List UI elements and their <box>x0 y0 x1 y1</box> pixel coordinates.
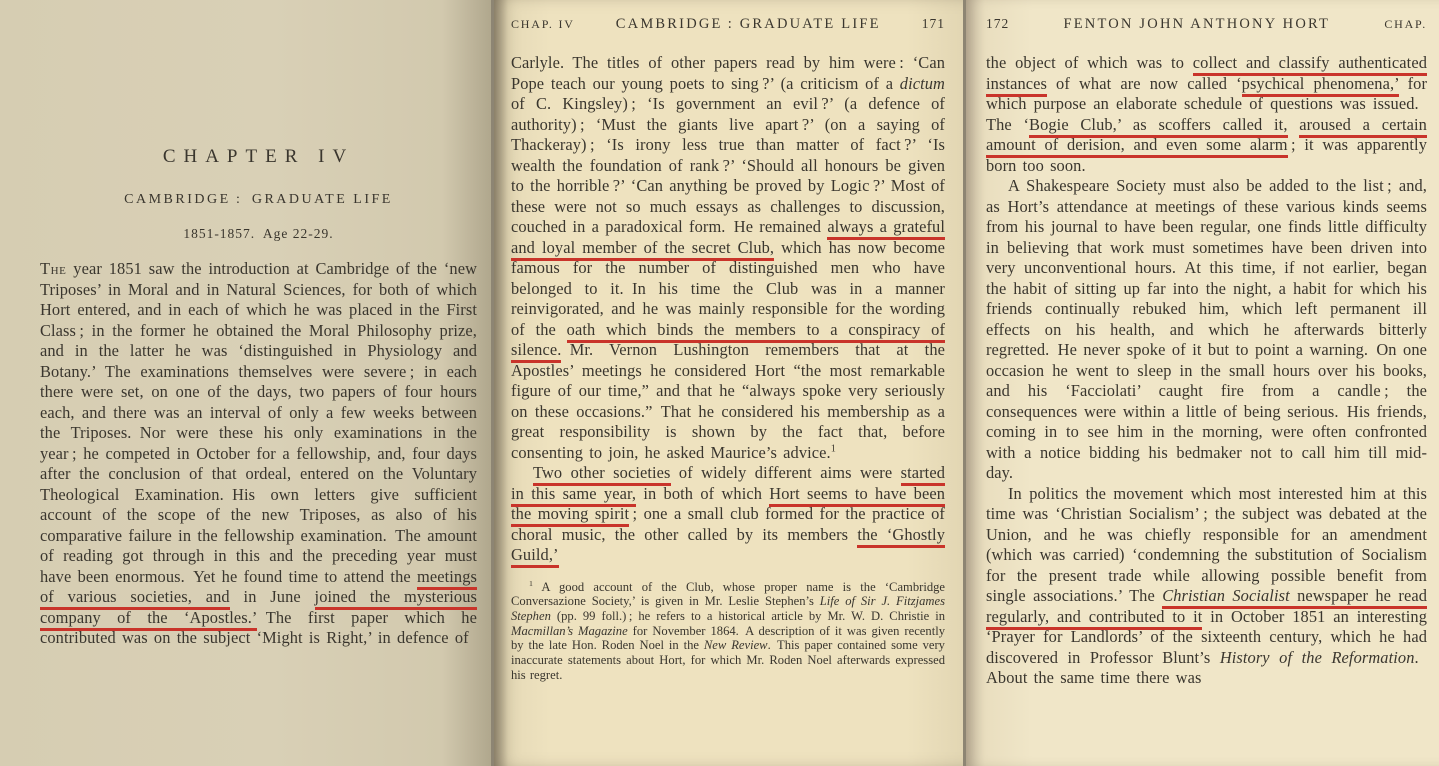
text-segment: New Review <box>703 638 768 653</box>
text-segment: for which purpose an elaborate schedule of questions was issued. The ‘ <box>986 73 1427 134</box>
text-segment: which has now become famous for the number of distinguished men who have belonged to it. In his time the Club was in a manner reinvigorated, and he was mainly responsible for the wording of the <box>511 237 945 339</box>
text-segment: of what are now called ‘ <box>1046 73 1242 93</box>
text-segment: of widely different aims were <box>670 463 901 482</box>
text-segment: A good account of the Club, whose proper name is the ‘Cambridge Conversazione Society,’ is given in Mr. Leslie Stephen’s <box>511 579 945 609</box>
text-segment: in June <box>229 587 315 606</box>
annotation-underline: collect and classify authenticated instances <box>986 53 1427 97</box>
annotation-underline: Hort seems to have been the moving spirit <box>511 484 945 528</box>
chapter-heading: CHAPTER IV <box>162 146 355 167</box>
annotation-underline: oath which binds the members to a conspiracy of silence. <box>511 320 945 364</box>
annotation-underline: started in this same year, <box>511 463 945 507</box>
text-segment: Mr. Vernon Lushington remembers that at the Apostles’ meetings he considered Hort “the most remarkable figure of our time,” and that he “always spoke very seriously on these occasions.” That he considered his membership as a great responsibility is shown by the fact that, before consenting to join, he asked Maurice’s advice. <box>511 340 945 462</box>
body-paragraph <box>986 53 1427 176</box>
text-segment: History of the Reformation <box>1219 647 1415 667</box>
annotation-underline: newspaper he read regularly, and contributed to it <box>986 586 1427 630</box>
annotation-underline: joined the mysterious company of the ‘Apostles.’ <box>40 587 477 631</box>
text-segment <box>1288 115 1300 134</box>
annotation-underline: the ‘Ghostly Guild,’ <box>511 525 945 569</box>
chapter-subtitle: CAMBRIDGE : GRADUATE LIFE <box>124 192 393 207</box>
body-paragraph <box>40 259 477 649</box>
text-segment: year 1851 saw the introduction at Cambridge of the ‘new Triposes’ in Moral and in Natural Sciences, for both of which Hort entered, and in each of which he was placed in the First Class ; in the former he obtained the Moral Philosophy prize, and in the latter he was ‘distinguished in Physiology and Botany.’ The examinations themselves were severe ; in each there were set, on one of the days, two papers of four hours each, and there was an interval of only a few weeks between the Triposes. Nor were these his only examinations in the year ; he competed in October for a fellowship, and, four days after the conclusion of that ordeal, entered on the Voluntary Theological Examination. His own letters give sufficient account of the scope of the new Triposes, as also of his comparative failure in the fellowship examination. The amount of reading got through in this and the preceding year must have been enormous. Yet he found time to attend the <box>40 259 477 586</box>
text-segment: . About the same time there was <box>986 647 1427 687</box>
header-chapter-label: CHAP. IV <box>511 17 575 31</box>
header-chapter-label: CHAP. <box>1384 17 1427 31</box>
text-segment: The first paper which he contributed was on the subject ‘Might is Right,’ in defence of <box>40 607 477 647</box>
annotation-underline: Two other societies <box>533 463 671 486</box>
body-paragraph <box>986 484 1427 689</box>
text-segment: the object of which was to <box>986 53 1193 72</box>
footnote-reference: 1 <box>529 578 533 588</box>
annotation-underline: always a grateful and loyal member of the secret Club, <box>511 217 945 261</box>
chapter-dates: 1851-1857. Age 22-29. <box>183 226 334 241</box>
right-page <box>966 0 1439 766</box>
text-segment: In politics the movement which most interested him at this time was ‘Christian Socialism’ ; the subject was debated at the Union, and he was chiefly responsible for an amendment (which was carried) ‘condemning the substitution of Socialism for the present trade while allowing possible benefit from single associations.’ The <box>986 483 1427 605</box>
text-segment: ; it was apparently born too soon. <box>986 135 1427 175</box>
running-header <box>511 16 945 33</box>
running-header <box>986 16 1427 33</box>
middle-page <box>494 0 963 766</box>
text-segment: The <box>40 259 67 278</box>
text-segment: in October 1851 an interesting ‘Prayer for Landlords’ of the sixteenth century, which he had discovered in Professor Blunt’s <box>986 606 1427 667</box>
annotation-underline: meetings of various societies, and <box>40 567 477 611</box>
body-paragraph <box>511 463 945 566</box>
left-page <box>0 0 491 766</box>
text-segment: Carlyle. The titles of other papers read by him were : ‘Can Pope teach our young poets to sing ?’ (a criticism of a <box>511 53 945 93</box>
page-number: 172 <box>986 16 1010 31</box>
text-segment: in both of which <box>636 483 770 503</box>
header-title: CAMBRIDGE : GRADUATE LIFE <box>615 16 881 32</box>
text-segment: for November 1864. A description of it was given recently by the late Hon. Roden Noel in the <box>511 623 945 653</box>
header-title: FENTON JOHN ANTHONY HORT <box>1063 16 1331 32</box>
body-paragraph <box>511 53 945 463</box>
text-segment: Life of Sir J. Fitzjames Stephen <box>511 594 946 623</box>
annotation-underline: Christian Socialist <box>1162 586 1290 609</box>
page-number: 171 <box>921 16 945 31</box>
text-segment: of C. Kingsley) ; ‘Is government an evil ?’ (a defence of authority) ; ‘Must the giants live apart ?’ (on a saying of Thackeray) ; ‘Is irony less true than matter of fact ?’ ‘Is wealth the foundation of rank ?’ ‘Should all honours be given to the horrible ?’ ‘Can anything be proved by Logic ?’ Most of these were not so much essays as challenges to discussion, couched in a paradoxical form. He remained <box>511 94 945 236</box>
text-segment: dictum <box>899 73 945 93</box>
text-segment: . This paper contained some very inaccurate statements about Hort, for which Mr. Roden Noel afterwards expressed his regret. <box>511 638 945 682</box>
annotation-underline: psychical phenomena,’ <box>1242 74 1399 97</box>
text-segment: A Shakespeare Society must also be added to the list ; and, as Hort’s attendance at meetings of these various kinds seems from his journal to have been regular, one finds little difficulty in believing that work must sometimes have been driven into very unconventional hours. At this time, if not earlier, began the habit of sitting up far into the night, a habit for which his friends continually rebuked him, which left permanent ill effects on his health, and which he afterwards bitterly regretted. He never spoke of it but to point a warning. On one occasion he went to sleep in the small hours over his books, and his ‘Facciolati’ caught fire from a candle ; the consequences were within a little of being serious. His friends, coming in to see him in the morning, were often confronted with a notice bidding his bedmaker not to call him till mid-day. <box>986 176 1427 482</box>
annotation-underline: aroused a certain amount of derision, and even some alarm <box>986 115 1427 159</box>
body-paragraph <box>986 176 1427 484</box>
footnote <box>511 580 945 683</box>
annotation-underline: Bogie Club,’ as scoffers called it, <box>1029 115 1287 138</box>
text-segment: Macmillan’s Magazine <box>511 623 628 638</box>
text-segment: (pp. 99 foll.) ; he refers to a historical article by Mr. W. D. Christie in <box>550 608 945 623</box>
footnote-reference: 1 <box>830 443 836 455</box>
text-segment: ; one a small club formed for the practice of choral music, the other called by its members <box>511 504 945 544</box>
